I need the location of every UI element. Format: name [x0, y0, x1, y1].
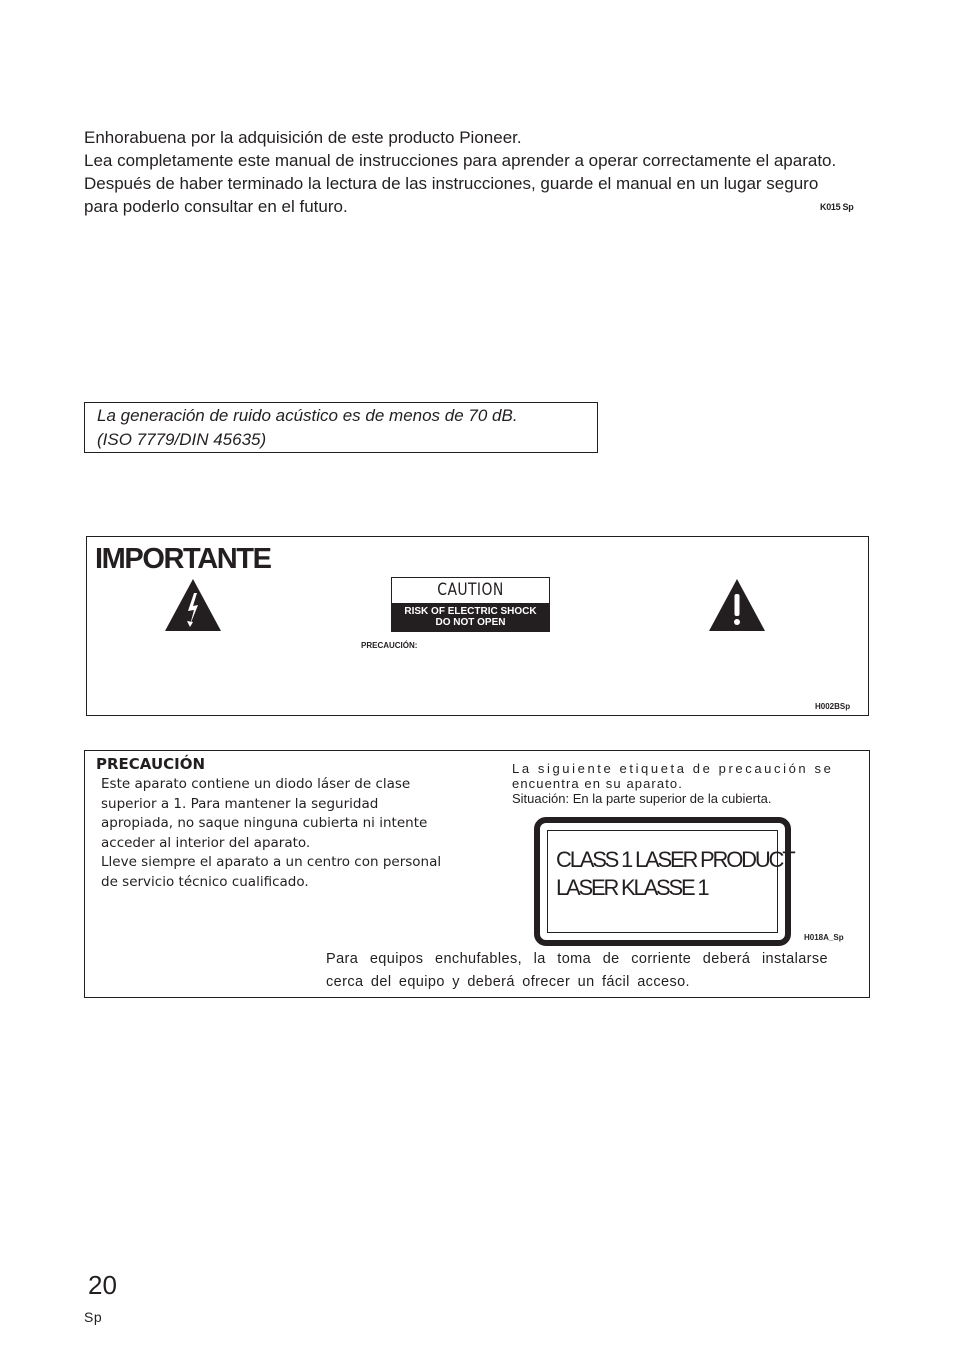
label-location-line1: La siguiente etiqueta de precaución se — [512, 761, 834, 776]
laser-caution-line: Este aparato contiene un diodo láser de clase — [101, 776, 411, 792]
plug-notice — [326, 948, 828, 994]
laser-class-line2: LASER KLASSE 1 — [556, 875, 708, 900]
reference-code-h018: H018A_Sp — [804, 933, 844, 942]
laser-class-label-frame — [547, 830, 794, 933]
laser-caution-line: Lleve siempre el aparato a un centro con personal — [101, 854, 442, 870]
laser-caution-line: superior a 1. Para mantener la seguridad — [101, 795, 379, 812]
intro-line: Después de haber terminado la lectura de las instrucciones, guarde el manual en un lugar seguro — [84, 174, 819, 193]
importante-box — [86, 536, 869, 716]
caution-label-line1: RISK OF ELECTRIC SHOCK — [404, 606, 537, 617]
caution-label — [391, 577, 550, 632]
laser-caution-line: apropiada, no saque ninguna cubierta ni intente — [101, 815, 428, 831]
intro-line: para poderlo consultar en el futuro. — [84, 197, 348, 216]
laser-class-line1: CLASS 1 LASER PRODUCT — [556, 847, 794, 872]
lightning-warning-icon — [163, 577, 223, 633]
noise-notice-box — [84, 402, 598, 453]
label-location-text — [512, 761, 832, 806]
laser-caution-text — [101, 775, 461, 892]
noise-notice-line1: La generación de ruido acústico es de menos de 70 dB. — [97, 406, 518, 425]
exclamation-warning-icon — [707, 577, 767, 633]
laser-caution-line: acceder al interior del aparato. — [101, 834, 311, 851]
page-number: 20 — [88, 1270, 117, 1300]
intro-paragraph — [84, 126, 884, 218]
intro-line: Enhorabuena por la adquisición de este producto Pioneer. — [84, 128, 522, 147]
laser-caution-box — [84, 750, 870, 998]
noise-notice-line2: (ISO 7779/DIN 45635) — [97, 430, 267, 449]
caution-label-title: CAUTION — [437, 580, 504, 600]
importante-title: IMPORTANTE — [95, 543, 271, 575]
laser-class-label — [534, 817, 794, 946]
plug-notice-line2: cerca del equipo y deberá ofrecer un fácil acceso. — [326, 974, 690, 990]
reference-code-h002: H002BSp — [815, 702, 851, 711]
laser-caution-line: de servicio técnico cualificado. — [101, 873, 309, 890]
plug-notice-line1: Para equipos enchufables, la toma de corriente deberá instalarse — [326, 951, 828, 967]
reference-code-k015: K015 Sp — [820, 202, 854, 212]
caution-label-line2: DO NOT OPEN — [435, 617, 506, 628]
caution-label-warning — [392, 603, 549, 631]
intro-line: Lea completamente este manual de instrucciones para aprender a operar correctamente el aparato. — [84, 151, 837, 170]
label-location-line3: Situación: En la parte superior de la cubierta. — [512, 791, 772, 806]
laser-caution-title: PRECAUCIÓN — [96, 755, 206, 773]
page-language: Sp — [84, 1309, 103, 1325]
label-location-line2: encuentra en su aparato. — [512, 776, 683, 791]
precaucion-label: PRECAUCIÓN: — [361, 641, 418, 650]
